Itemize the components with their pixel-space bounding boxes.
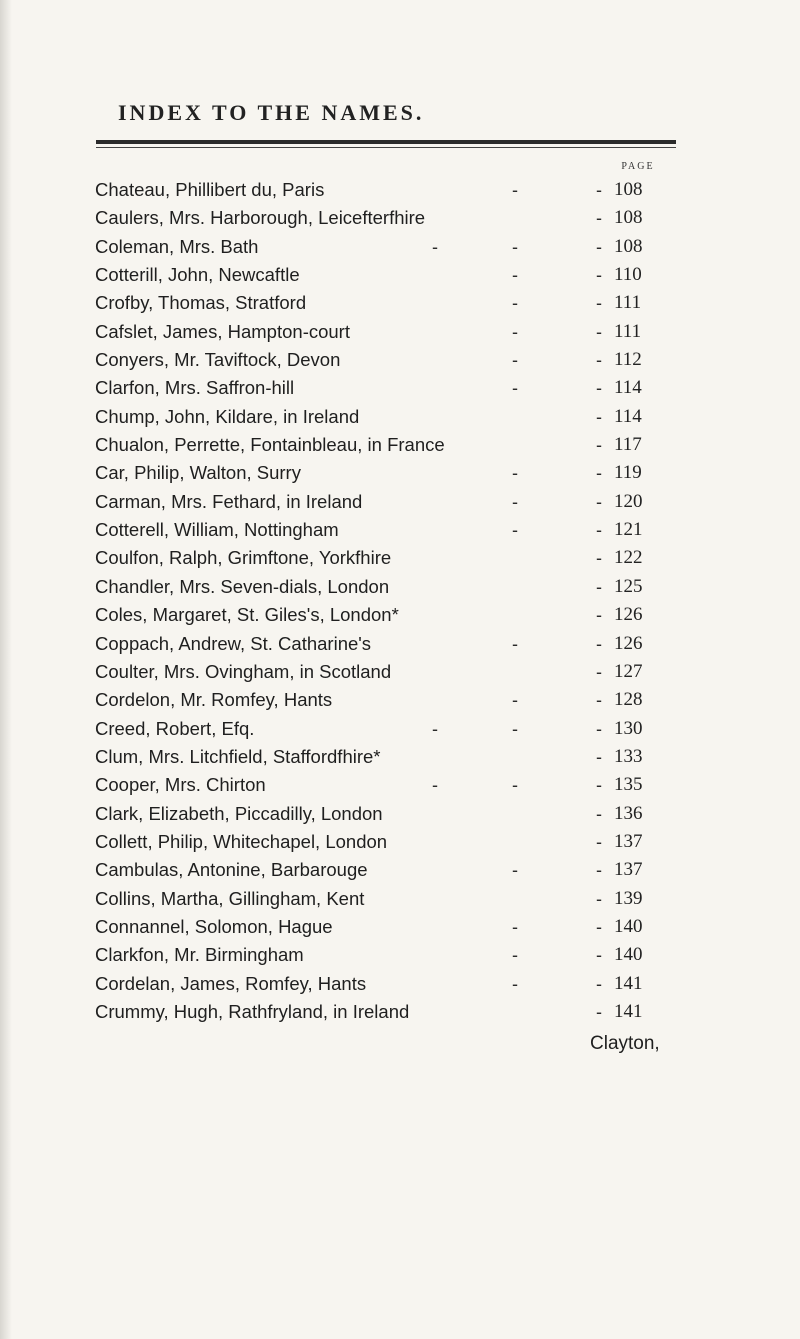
leader-dash: - (596, 775, 602, 796)
entry-page-number: 140 (614, 944, 643, 966)
entry-page-number: 111 (614, 292, 642, 314)
leader-dash: - (512, 633, 518, 654)
leader-dash: - (596, 491, 602, 512)
index-entry (0, 375, 800, 403)
index-entries-list (0, 177, 800, 1027)
entry-page-number: 136 (614, 802, 643, 824)
index-entry (0, 829, 800, 857)
entry-name: Cambulas, Antonine, Barbarouge (95, 859, 368, 881)
entry-name: Collett, Philip, Whitechapel, London (95, 830, 388, 852)
entry-name: Cotterill, John, Newcaftle (95, 264, 300, 286)
entry-name: Carman, Mrs. Fethard, in Ireland (95, 490, 363, 512)
leader-dash: - (596, 293, 602, 314)
leader-dash: - (596, 690, 602, 711)
index-entry (0, 460, 800, 488)
index-entry (0, 716, 800, 744)
index-entry (0, 290, 800, 318)
entry-name: Coles, Margaret, St. Giles's, London* (95, 604, 399, 626)
leader-dash: - (512, 350, 518, 371)
leader-dash: - (512, 491, 518, 512)
entry-name: Clark, Elizabeth, Piccadilly, London (95, 802, 383, 824)
leader-dash: - (596, 803, 602, 824)
index-entry (0, 234, 800, 262)
leader-dash: - (596, 548, 602, 569)
entry-name: Connannel, Solomon, Hague (95, 915, 333, 937)
index-entry (0, 177, 800, 205)
leader-dash: - (512, 520, 518, 541)
catchword: Clayton, (590, 1033, 660, 1054)
index-entry (0, 744, 800, 772)
entry-page-number: 119 (614, 462, 642, 484)
index-entry (0, 319, 800, 347)
leader-dash: - (596, 718, 602, 739)
entry-name: Cordelan, James, Romfey, Hants (95, 972, 367, 994)
index-entry (0, 262, 800, 290)
leader-dash: - (596, 945, 602, 966)
index-entry (0, 631, 800, 659)
header-rule-thin (96, 147, 676, 148)
page-column-label: PAGE (621, 161, 655, 172)
entry-name: Coulfon, Ralph, Grimftone, Yorkfhire (95, 547, 392, 569)
entry-name: Cooper, Mrs. Chirton (95, 774, 266, 796)
entry-name: Clarfon, Mrs. Saffron-hill (95, 377, 295, 399)
entry-page-number: 120 (614, 490, 643, 512)
entry-page-number: 130 (614, 717, 643, 739)
entry-page-number: 139 (614, 887, 643, 909)
index-entry (0, 999, 800, 1027)
index-entry (0, 347, 800, 375)
entry-name: Collins, Martha, Gillingham, Kent (95, 887, 365, 909)
index-entry (0, 602, 800, 630)
entry-page-number: 141 (614, 972, 643, 994)
entry-page-number: 114 (614, 405, 642, 427)
entry-name: Conyers, Mr. Taviftock, Devon (95, 349, 341, 371)
leader-dash: - (596, 916, 602, 937)
leader-dash: - (596, 576, 602, 597)
entry-page-number: 108 (614, 179, 643, 200)
leader-dash: - (512, 180, 518, 200)
leader-dash: - (596, 860, 602, 881)
leader-dash: - (596, 661, 602, 682)
entry-name: Crummy, Hugh, Rathfryland, in Ireland (95, 1000, 410, 1022)
leader-dash: - (512, 265, 518, 286)
entry-name: Chandler, Mrs. Seven-dials, London (95, 575, 390, 597)
entry-page-number: 110 (614, 264, 642, 286)
leader-dash: - (596, 208, 602, 229)
entry-name: Coleman, Mrs. Bath (95, 235, 259, 257)
leader-dash: - (596, 973, 602, 994)
entry-name: Clum, Mrs. Litchfield, Staffordfhire* (95, 745, 381, 767)
index-entry (0, 404, 800, 432)
leader-dash: - (596, 831, 602, 852)
index-entry (0, 659, 800, 687)
index-entry (0, 545, 800, 573)
index-entry (0, 687, 800, 715)
entry-name: Chateau, Phillibert du, Paris (95, 179, 325, 200)
entry-name: Coppach, Andrew, St. Catharine's (95, 632, 372, 654)
leader-dash: - (596, 1001, 602, 1022)
index-entry (0, 574, 800, 602)
entry-name: Cafslet, James, Hampton-court (95, 320, 350, 342)
entry-page-number: 141 (614, 1000, 643, 1022)
entry-name: Crofby, Thomas, Stratford (95, 292, 307, 314)
entry-page-number: 121 (614, 519, 643, 541)
entry-page-number: 108 (614, 235, 643, 257)
leader-dash: - (432, 718, 438, 739)
leader-dash: - (596, 746, 602, 767)
entry-page-number: 111 (614, 320, 642, 342)
entry-page-number: 133 (614, 745, 643, 767)
index-entry (0, 971, 800, 999)
index-entry (0, 942, 800, 970)
entry-page-number: 127 (614, 660, 643, 682)
index-entry (0, 857, 800, 885)
entry-page-number: 114 (614, 377, 642, 399)
entry-page-number: 137 (614, 859, 643, 881)
leader-dash: - (512, 321, 518, 342)
leader-dash: - (596, 265, 602, 286)
leader-dash: - (512, 775, 518, 796)
entry-name: Clarkfon, Mr. Birmingham (95, 944, 304, 966)
leader-dash: - (512, 860, 518, 881)
index-entry (0, 517, 800, 545)
leader-dash: - (512, 973, 518, 994)
leader-dash: - (432, 236, 438, 257)
entry-page-number: 135 (614, 774, 643, 796)
index-entry (0, 205, 800, 233)
index-entry (0, 489, 800, 517)
leader-dash: - (512, 916, 518, 937)
entry-page-number: 117 (614, 434, 642, 456)
entry-page-number: 108 (614, 207, 643, 229)
leader-dash: - (512, 463, 518, 484)
entry-name: Cordelon, Mr. Romfey, Hants (95, 689, 333, 711)
entry-name: Cotterell, William, Nottingham (95, 519, 339, 541)
leader-dash: - (512, 690, 518, 711)
entry-name: Car, Philip, Walton, Surry (95, 462, 301, 484)
leader-dash: - (512, 293, 518, 314)
leader-dash: - (596, 406, 602, 427)
index-entry (0, 801, 800, 829)
page-title: INDEX TO THE NAMES. (118, 100, 425, 125)
index-entry (0, 772, 800, 800)
entry-name: Chualon, Perrette, Fontainbleau, in France (95, 434, 445, 456)
leader-dash: - (512, 236, 518, 257)
entry-page-number: 128 (614, 689, 643, 711)
leader-dash: - (596, 463, 602, 484)
leader-dash: - (596, 435, 602, 456)
leader-dash: - (596, 520, 602, 541)
leader-dash: - (512, 378, 518, 399)
entry-page-number: 112 (614, 349, 642, 371)
entry-page-number: 140 (614, 915, 643, 937)
entry-name: Coulter, Mrs. Ovingham, in Scotland (95, 660, 392, 682)
leader-dash: - (512, 718, 518, 739)
leader-dash: - (596, 888, 602, 909)
leader-dash: - (596, 378, 602, 399)
leader-dash: - (596, 236, 602, 257)
leader-dash: - (596, 605, 602, 626)
leader-dash: - (596, 180, 602, 200)
entry-page-number: 125 (614, 575, 643, 597)
leader-dash: - (432, 775, 438, 796)
entry-page-number: 126 (614, 604, 643, 626)
leader-dash: - (596, 321, 602, 342)
index-entry (0, 914, 800, 942)
entry-name: Creed, Robert, Efq. (95, 717, 255, 739)
index-entry (0, 432, 800, 460)
index-entry (0, 886, 800, 914)
entry-page-number: 137 (614, 830, 643, 852)
entry-name: Caulers, Mrs. Harborough, Leicefterfhire (95, 207, 426, 229)
entry-name: Chump, John, Kildare, in Ireland (95, 405, 360, 427)
entry-page-number: 122 (614, 547, 643, 569)
leader-dash: - (512, 945, 518, 966)
leader-dash: - (596, 633, 602, 654)
header-rule-thick (96, 140, 676, 144)
entry-page-number: 126 (614, 632, 643, 654)
leader-dash: - (596, 350, 602, 371)
